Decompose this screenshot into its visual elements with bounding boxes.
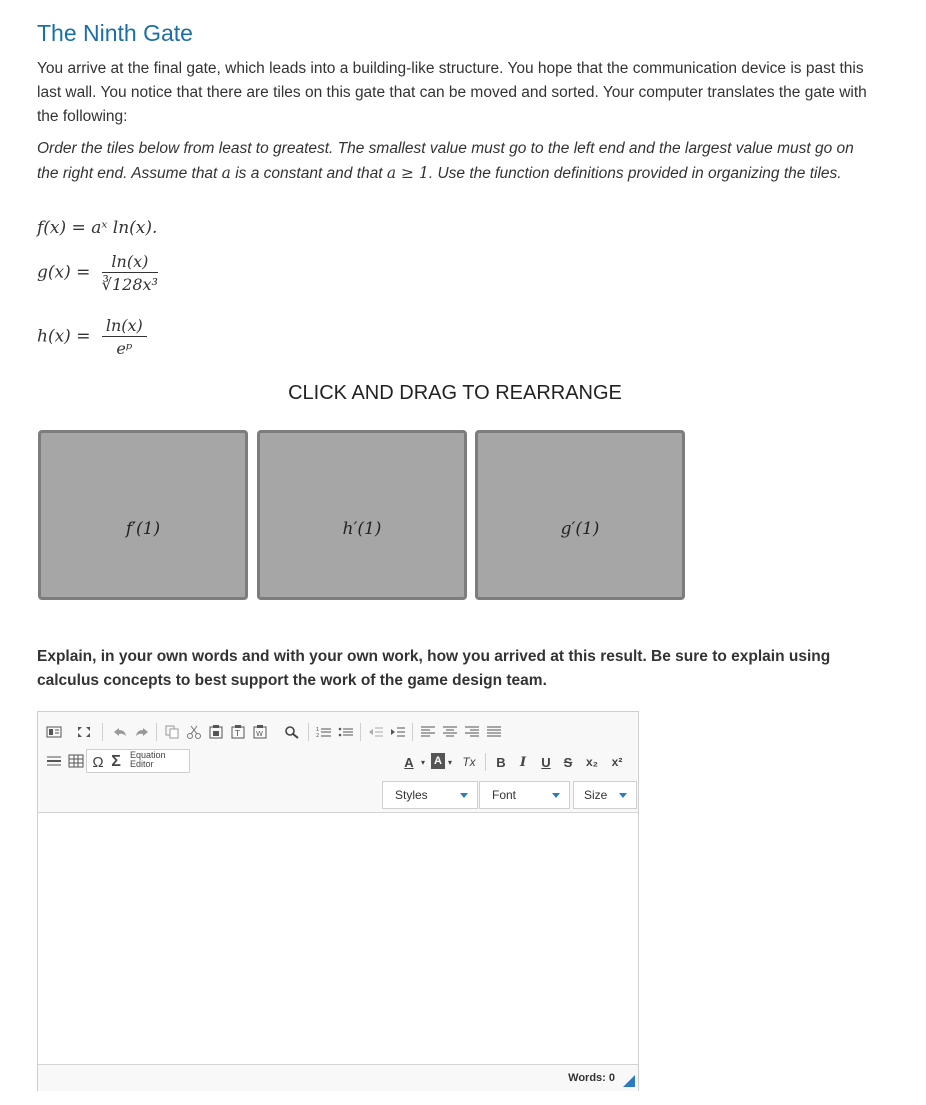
- bold-button[interactable]: B: [496, 754, 506, 770]
- toolbar-separator: [485, 753, 486, 771]
- function-g-lhs: g(x) =: [37, 262, 91, 283]
- intro-paragraph: You arrive at the final gate, which leads into a building-like structure. You hope that the communication device is past this last wall. You notice that there are tiles on this gate that can be moved and sorted. Your computer translates the gate with the following:: [37, 60, 867, 125]
- instruction-condition: a ≥ 1: [386, 164, 429, 182]
- function-h-numerator: ln(x): [102, 316, 147, 337]
- outdent-icon[interactable]: [366, 722, 386, 742]
- bg-color-arrow-icon[interactable]: ▾: [447, 757, 452, 767]
- word-count: Words: 0: [568, 1072, 615, 1084]
- chevron-down-icon: [619, 793, 627, 798]
- function-g-fraction: [102, 252, 158, 294]
- function-g-definition: [37, 252, 158, 294]
- instruction-text-a: Order the tiles below from least to greatest. The smallest value must go to the left end and the largest value must go on the right end. Assume that: [37, 140, 854, 182]
- table-icon[interactable]: [66, 751, 86, 771]
- numbered-list-icon[interactable]: [314, 722, 334, 742]
- toolbar-separator: [412, 723, 413, 741]
- redo-icon[interactable]: [132, 722, 152, 742]
- function-g-numerator: ln(x): [102, 252, 158, 273]
- chevron-down-icon: [552, 793, 560, 798]
- equation-label-line1: Equation: [130, 750, 166, 760]
- function-f-rhs: aˣ ln(x).: [91, 218, 158, 238]
- omega-icon[interactable]: Ω: [92, 753, 104, 771]
- sigma-icon[interactable]: Σ: [111, 753, 121, 770]
- function-h-lhs: h(x) =: [37, 326, 91, 347]
- maximize-icon[interactable]: [74, 722, 94, 742]
- bulleted-list-icon[interactable]: [336, 722, 356, 742]
- align-center-icon[interactable]: [440, 722, 460, 742]
- remove-format-button[interactable]: Tx: [462, 755, 476, 769]
- subscript-button[interactable]: x₂: [585, 755, 598, 769]
- editor-text-area[interactable]: [38, 813, 638, 1062]
- function-h-fraction: [102, 316, 147, 358]
- instruction-paragraph: [37, 137, 877, 186]
- instruction-text-c: . Use the function definitions provided in organizing the tiles.: [428, 165, 842, 182]
- copy-icon[interactable]: [162, 722, 182, 742]
- font-color-arrow-icon[interactable]: ▾: [420, 757, 425, 767]
- tile-g-prime[interactable]: [475, 430, 685, 600]
- function-f-lhs: f(x) =: [37, 218, 86, 238]
- tile-h-prime-label: h′(1): [342, 519, 382, 539]
- toolbar-separator: [156, 723, 157, 741]
- page-title: The Ninth Gate: [37, 20, 193, 46]
- chevron-down-icon: [460, 793, 468, 798]
- horizontal-rule-icon[interactable]: [44, 751, 64, 771]
- toolbar-separator: [102, 723, 103, 741]
- function-h-denominator: eᵖ: [116, 339, 133, 358]
- paste-text-icon[interactable]: [228, 722, 248, 742]
- font-label: Font: [492, 788, 517, 802]
- explain-prompt: Explain, in your own words and with your own work, how you arrived at this result. Be sure to explain using calculus concepts to best support the work of the game design team.: [37, 648, 831, 689]
- styles-label: Styles: [395, 788, 428, 802]
- equation-label-line2: Editor: [130, 759, 154, 769]
- editor-footer: [38, 1064, 638, 1091]
- paste-icon[interactable]: [206, 722, 226, 742]
- tile-h-prime[interactable]: [257, 430, 467, 600]
- align-left-icon[interactable]: [418, 722, 438, 742]
- indent-icon[interactable]: [388, 722, 408, 742]
- size-label: Size: [584, 788, 608, 802]
- source-icon[interactable]: [44, 722, 64, 742]
- justify-icon[interactable]: [484, 722, 504, 742]
- italic-button[interactable]: I: [519, 754, 527, 770]
- underline-button[interactable]: U: [541, 754, 551, 770]
- styles-dropdown[interactable]: [382, 781, 478, 809]
- tile-f-prime[interactable]: [38, 430, 248, 600]
- font-dropdown[interactable]: [479, 781, 570, 809]
- toolbar-separator: [360, 723, 361, 741]
- strikethrough-button[interactable]: S: [563, 754, 573, 770]
- instruction-text-b: is a constant and that: [230, 165, 387, 182]
- svg-text:W: W: [256, 730, 263, 738]
- equation-editor-button[interactable]: [130, 751, 166, 769]
- cut-icon[interactable]: [184, 722, 204, 742]
- function-f-definition: [37, 218, 157, 238]
- find-icon[interactable]: [282, 722, 302, 742]
- resize-handle-icon[interactable]: [623, 1075, 635, 1087]
- svg-text:2: 2: [316, 733, 320, 739]
- function-h-definition: [37, 316, 147, 358]
- svg-text:T: T: [235, 729, 240, 738]
- toolbar-separator: [308, 723, 309, 741]
- size-dropdown[interactable]: [573, 781, 637, 809]
- function-g-denominator: ∛128x³: [101, 275, 158, 294]
- svg-text:1: 1: [316, 727, 320, 733]
- undo-icon[interactable]: [110, 722, 130, 742]
- bg-color-button[interactable]: A: [431, 753, 445, 769]
- tile-f-prime-label: f′(1): [125, 519, 161, 539]
- align-right-icon[interactable]: [462, 722, 482, 742]
- tile-g-prime-label: g′(1): [560, 519, 600, 539]
- rich-text-editor: [37, 711, 639, 1091]
- paste-word-icon[interactable]: [250, 722, 270, 742]
- editor-toolbar: [38, 712, 638, 813]
- drag-instruction: CLICK AND DRAG TO REARRANGE: [288, 382, 622, 404]
- superscript-button[interactable]: x²: [611, 755, 623, 769]
- instruction-var-a: a: [221, 164, 231, 182]
- font-color-button[interactable]: A: [404, 754, 414, 770]
